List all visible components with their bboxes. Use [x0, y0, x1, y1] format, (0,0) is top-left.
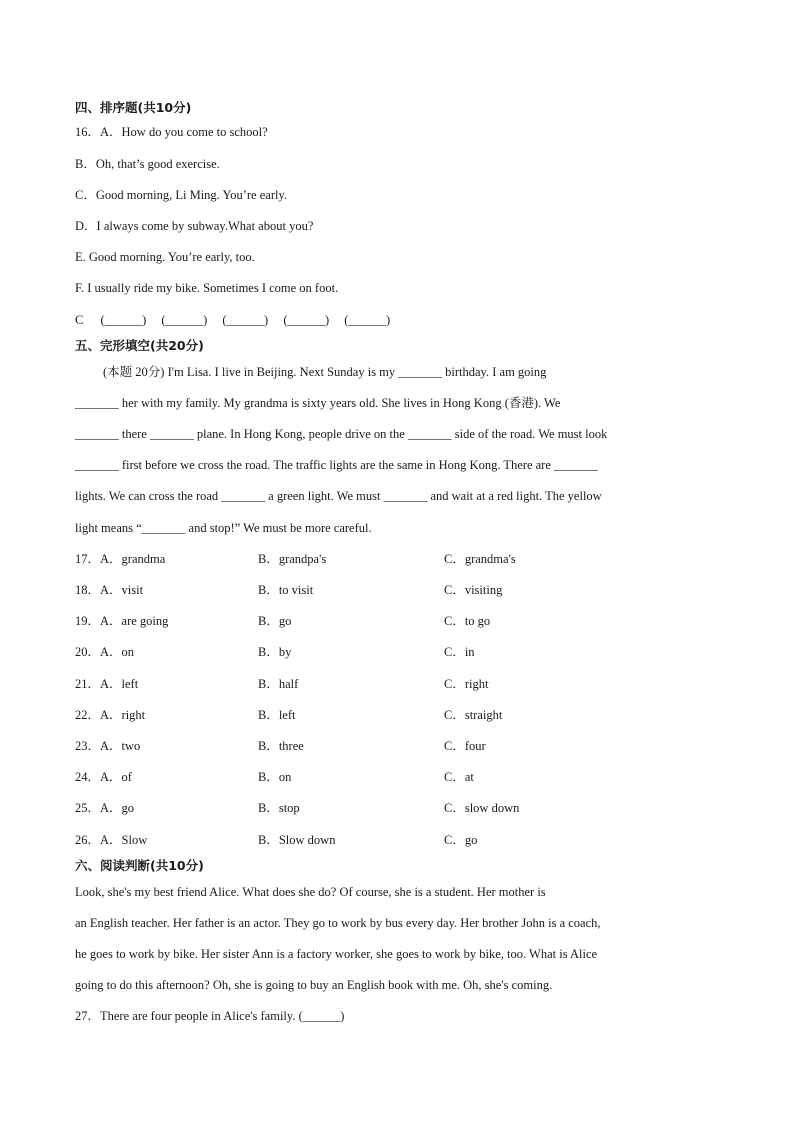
option-c: C．go [444, 833, 478, 847]
option-a: 23．A．two [75, 739, 141, 753]
section-6-heading: 六、阅读判断(共10分) [75, 858, 204, 873]
cloze-passage-line: (本题 20分) I'm Lisa. I live in Beijing. Next Sunday is my _______ birthday. I am going [103, 365, 547, 379]
option-c: C．in [444, 645, 475, 659]
cloze-passage-line: _______ there _______ plane. In Hong Kong, people drive on the _______ side of the road. We must look [75, 427, 608, 441]
cloze-passage-line: lights. We can cross the road _______ a green light. We must _______ and wait at a red light. The yellow [75, 489, 602, 503]
cloze-passage-line: light means “_______ and stop!” We must be more careful. [75, 521, 372, 535]
option-a: 21．A．left [75, 677, 139, 691]
q16-option-e: E. Good morning. You’re early, too. [75, 250, 255, 264]
option-a: 22．A．right [75, 708, 146, 722]
option-a: 19．A．are going [75, 614, 169, 628]
cloze-passage-line: _______ her with my family. My grandma is sixty years old. She lives in Hong Kong (香港). We [75, 396, 561, 410]
option-c: C．at [444, 770, 474, 784]
answer-slot[interactable]: (______) [161, 313, 208, 327]
q16-option-a: 16．A．How do you come to school? [75, 125, 268, 139]
option-c: C．straight [444, 708, 503, 722]
answer-slot[interactable]: (______) [344, 313, 391, 327]
section-5-heading: 五、完形填空(共20分) [75, 338, 204, 353]
option-b: B．go [258, 614, 292, 628]
answer-slot[interactable]: (______) [222, 313, 269, 327]
q16-option-f: F. I usually ride my bike. Sometimes I come on foot. [75, 281, 339, 295]
option-c: C．grandma's [444, 552, 516, 566]
q16-answer-row [75, 312, 402, 328]
option-a: 17．A．grandma [75, 552, 166, 566]
option-c: C．to go [444, 614, 491, 628]
answer-start: C [75, 313, 84, 327]
reading-passage-line: going to do this afternoon? Oh, she is going to buy an English book with me. Oh, she's coming. [75, 978, 553, 992]
option-b: B．three [258, 739, 304, 753]
option-c: C．four [444, 739, 486, 753]
option-b: B．by [258, 645, 292, 659]
option-b: B．left [258, 708, 296, 722]
cloze-passage-line: _______ first before we cross the road. The traffic lights are the same in Hong Kong. There are _______ [75, 458, 598, 472]
option-c: C．right [444, 677, 489, 691]
option-b: B．stop [258, 801, 300, 815]
option-a: 18．A．visit [75, 583, 144, 597]
option-a: 20．A．on [75, 645, 135, 659]
option-b: B．to visit [258, 583, 314, 597]
option-c: C．slow down [444, 801, 520, 815]
reading-passage-line: he goes to work by bike. Her sister Ann is a factory worker, she goes to work by bike, too. What is Alice [75, 947, 598, 961]
q16-option-d: D．I always come by subway.What about you? [75, 219, 314, 233]
option-c: C．visiting [444, 583, 503, 597]
option-a: 24．A．of [75, 770, 132, 784]
q16-option-b: B．Oh, that’s good exercise. [75, 157, 220, 171]
option-b: B．on [258, 770, 292, 784]
option-a: 26．A．Slow [75, 833, 148, 847]
q16-option-c: C．Good morning, Li Ming. You’re early. [75, 188, 288, 202]
answer-slot[interactable]: (______) [283, 313, 330, 327]
section-4-heading: 四、排序题(共10分) [75, 100, 192, 115]
q27-statement: 27．There are four people in Alice's family. (______) [75, 1009, 345, 1023]
reading-passage-line: an English teacher. Her father is an actor. They go to work by bus every day. Her brother John is a coach, [75, 916, 601, 930]
reading-passage-line: Look, she's my best friend Alice. What does she do? Of course, she is a student. Her mother is [75, 885, 546, 899]
answer-slot[interactable]: (______) [100, 313, 147, 327]
option-b: B．grandpa's [258, 552, 327, 566]
option-a: 25．A．go [75, 801, 135, 815]
option-b: B．Slow down [258, 833, 336, 847]
option-b: B．half [258, 677, 299, 691]
